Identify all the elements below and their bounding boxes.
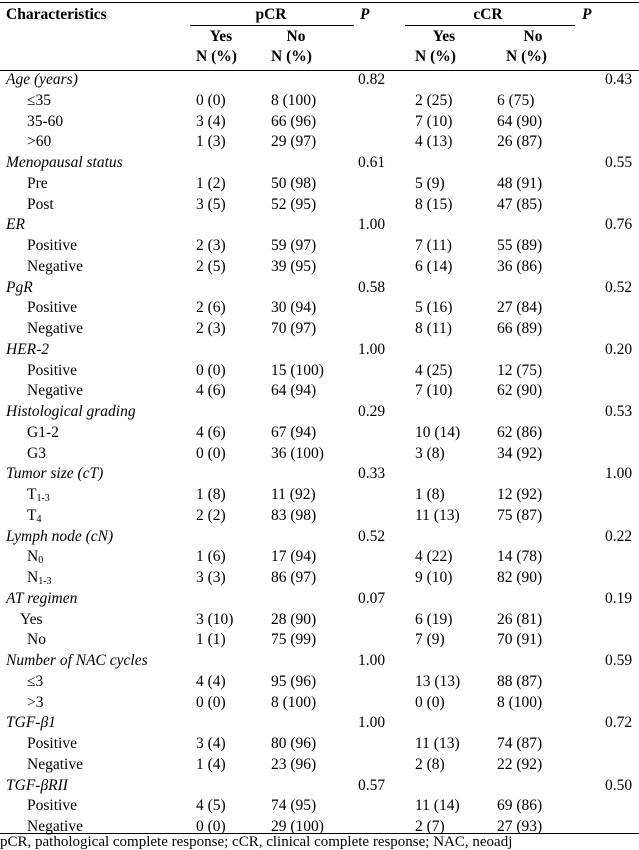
- pcr-yes-cell: 2 (5): [196, 257, 226, 275]
- row-label: Positive: [27, 797, 77, 815]
- pcr-p-value: 0.57: [358, 776, 386, 794]
- row-label: G3: [27, 444, 46, 462]
- group-label: HER-2: [6, 340, 50, 358]
- header-ccr: cCR: [473, 6, 503, 23]
- ccr-p-value: 0.19: [605, 589, 633, 607]
- pcr-yes-cell: 0 (0): [196, 444, 226, 462]
- ccr-yes-cell: 7 (10): [415, 112, 453, 130]
- ccr-p-value: 0.76: [605, 216, 633, 234]
- ccr-yes-cell: 8 (11): [415, 320, 452, 337]
- ccr-yes-cell: 1 (8): [415, 486, 445, 503]
- pcr-yes-cell: 4 (4): [196, 672, 226, 690]
- group-label: PgR: [6, 278, 33, 296]
- ccr-no-cell: 22 (92): [497, 755, 543, 773]
- pcr-p-value: 0.58: [358, 278, 386, 296]
- group-row: [0, 153, 639, 174]
- pcr-yes-cell: 2 (3): [196, 237, 226, 254]
- table-row: [0, 672, 639, 693]
- ccr-yes-cell: 4 (25): [415, 361, 453, 379]
- group-row: [0, 70, 639, 91]
- pcr-yes-cell: 3 (10): [196, 610, 234, 628]
- ccr-yes-cell: 5 (16): [415, 299, 453, 317]
- group-label: Lymph node (cN): [6, 527, 114, 545]
- ccr-no-cell: 12 (92): [497, 486, 543, 503]
- ccr-p-value: 1.00: [605, 465, 633, 483]
- header-pcr-yes-n: N (%): [196, 48, 237, 65]
- ccr-yes-cell: 4 (13): [415, 133, 453, 151]
- pcr-no-cell: 11 (92): [271, 486, 316, 503]
- ccr-yes-cell: 6 (14): [415, 257, 453, 275]
- row-label-subscript: 0: [38, 555, 44, 567]
- pcr-yes-cell: 1 (1): [196, 631, 226, 649]
- row-label: ≤3: [27, 672, 44, 690]
- pcr-p-value: 0.29: [358, 403, 386, 420]
- row-label-subscript: 1-3: [36, 493, 50, 504]
- ccr-no-cell: 70 (91): [497, 631, 543, 649]
- row-label: $N_0$: [27, 548, 44, 567]
- pcr-no-cell: 39 (95): [271, 257, 317, 275]
- table-row: [0, 319, 639, 340]
- pcr-no-cell: 64 (94): [271, 382, 317, 400]
- pcr-yes-cell: 0 (0): [196, 818, 226, 835]
- group-row: [0, 776, 639, 797]
- row-label: 35-60: [27, 112, 64, 130]
- ccr-no-cell: 62 (90): [497, 382, 543, 400]
- row-label: $T_4$: [27, 506, 42, 525]
- group-label: TGF-βRII: [6, 776, 68, 794]
- table-row: [0, 630, 639, 651]
- pcr-no-cell: 15 (100): [271, 361, 324, 379]
- ccr-yes-cell: 11 (13): [415, 735, 460, 752]
- header-ccr-yes: Yes: [432, 28, 456, 45]
- pcr-yes-cell: 1 (4): [196, 755, 226, 773]
- ccr-no-cell: 6 (75): [497, 91, 535, 109]
- table-row: [0, 91, 639, 112]
- pcr-yes-cell: 2 (3): [196, 320, 226, 337]
- pcr-p-value: 0.33: [358, 465, 386, 483]
- table-row: [0, 734, 639, 755]
- ccr-yes-cell: 3 (8): [415, 444, 445, 462]
- pcr-yes-cell: 1 (6): [196, 548, 226, 566]
- header-pcr: pCR: [255, 6, 287, 23]
- table-row: [0, 568, 639, 589]
- pcr-p-value: 0.61: [358, 154, 386, 171]
- table-row: [0, 361, 639, 382]
- row-label: Yes: [20, 610, 43, 628]
- ccr-no-cell: 47 (85): [497, 195, 543, 213]
- ccr-yes-cell: 5 (9): [415, 174, 445, 192]
- pcr-yes-cell: 3 (3): [196, 569, 226, 586]
- table-row: [0, 298, 639, 319]
- group-row: [0, 713, 639, 734]
- ccr-no-cell: 48 (91): [497, 174, 543, 192]
- pcr-no-cell: 66 (96): [271, 112, 317, 130]
- ccr-p-value: 0.52: [605, 278, 633, 296]
- ccr-span-rule: [405, 25, 575, 26]
- ccr-no-cell: 14 (78): [497, 548, 543, 566]
- group-label: Tumor size (cT): [6, 465, 104, 483]
- header-pcr-no: No: [286, 28, 306, 45]
- ccr-yes-cell: 11 (13): [415, 506, 460, 524]
- row-label: $N_{1-3}$: [27, 569, 52, 587]
- ccr-yes-cell: 0 (0): [415, 693, 445, 711]
- table-row: [0, 693, 639, 714]
- row-label: Positive: [27, 361, 77, 379]
- ccr-yes-cell: 11 (14): [415, 797, 460, 815]
- pcr-no-cell: 83 (98): [271, 506, 317, 524]
- pcr-no-cell: 8 (100): [271, 91, 317, 109]
- group-row: [0, 527, 639, 548]
- ccr-no-cell: 8 (100): [497, 693, 543, 711]
- ccr-no-cell: 75 (87): [497, 506, 543, 524]
- pcr-yes-cell: 3 (5): [196, 195, 226, 213]
- row-label: Positive: [27, 237, 77, 254]
- ccr-p-value: 0.55: [605, 154, 633, 171]
- pcr-no-cell: 80 (96): [271, 735, 317, 752]
- ccr-no-cell: 62 (86): [497, 423, 543, 441]
- table-row: [0, 132, 639, 153]
- pcr-yes-cell: 1 (2): [196, 174, 226, 192]
- table-row: [0, 195, 639, 216]
- ccr-yes-cell: 2 (25): [415, 91, 453, 109]
- group-row: [0, 340, 639, 361]
- pcr-no-cell: 23 (96): [271, 755, 317, 773]
- table-row: [0, 112, 639, 133]
- group-row: [0, 589, 639, 610]
- pcr-no-cell: 67 (94): [271, 423, 317, 441]
- pcr-yes-cell: 0 (0): [196, 361, 226, 379]
- ccr-yes-cell: 6 (19): [415, 610, 453, 628]
- pcr-no-cell: 17 (94): [271, 548, 317, 566]
- header-characteristics: Characteristics: [6, 6, 107, 23]
- ccr-p-value: 0.59: [605, 652, 633, 669]
- group-label: AT regimen: [6, 589, 78, 607]
- row-label-subscript: 1-3: [38, 576, 52, 587]
- ccr-no-cell: 82 (90): [497, 569, 543, 586]
- ccr-p-value: 0.22: [605, 527, 633, 545]
- ccr-no-cell: 36 (86): [497, 257, 543, 275]
- pcr-yes-cell: 2 (6): [196, 299, 226, 317]
- header-pcr-yes: Yes: [209, 28, 233, 45]
- pcr-no-cell: 86 (97): [271, 569, 317, 586]
- row-label: $T_{1-3}$: [27, 486, 50, 504]
- group-label: Histological grading: [6, 403, 136, 420]
- group-row: [0, 278, 639, 299]
- ccr-p-value: 0.20: [605, 340, 633, 358]
- pcr-no-cell: 95 (96): [271, 672, 317, 690]
- ccr-p-value: 0.53: [605, 403, 633, 420]
- ccr-no-cell: 27 (84): [497, 299, 543, 317]
- ccr-yes-cell: 2 (8): [415, 755, 445, 773]
- group-row: [0, 651, 639, 672]
- ccr-yes-cell: 9 (10): [415, 569, 453, 586]
- group-label: Age (years): [6, 71, 78, 88]
- pcr-yes-cell: 1 (3): [196, 133, 226, 151]
- pcr-span-rule: [190, 25, 354, 26]
- group-label: Menopausal status: [6, 154, 123, 171]
- table-row: [0, 755, 639, 776]
- header-ccr-no: No: [523, 28, 543, 45]
- row-label: Negative: [27, 818, 83, 835]
- ccr-yes-cell: 10 (14): [415, 423, 461, 441]
- header-p1: P: [360, 6, 370, 23]
- row-label: Negative: [27, 320, 83, 337]
- ccr-yes-cell: 2 (7): [415, 818, 445, 835]
- table-row: [0, 381, 639, 402]
- row-label: No: [27, 631, 46, 649]
- pcr-yes-cell: 4 (5): [196, 797, 226, 815]
- row-label: Positive: [27, 735, 77, 752]
- row-label: Negative: [27, 382, 83, 400]
- group-label: ER: [6, 216, 25, 234]
- pcr-yes-cell: 4 (6): [196, 382, 226, 400]
- pcr-yes-cell: 2 (2): [196, 506, 226, 524]
- pcr-yes-cell: 3 (4): [196, 735, 226, 752]
- ccr-p-value: 0.72: [605, 714, 633, 732]
- ccr-no-cell: 26 (81): [497, 610, 543, 628]
- table-row: [0, 257, 639, 278]
- table-top-rule: [0, 2, 639, 3]
- row-label: Negative: [27, 755, 83, 773]
- pcr-yes-cell: 0 (0): [196, 91, 226, 109]
- table-row: [0, 444, 639, 465]
- pcr-no-cell: 8 (100): [271, 693, 317, 711]
- ccr-yes-cell: 8 (15): [415, 195, 453, 213]
- group-row: [0, 215, 639, 236]
- pcr-no-cell: 30 (94): [271, 299, 317, 317]
- pcr-no-cell: 70 (97): [271, 320, 317, 337]
- ccr-no-cell: 74 (87): [497, 735, 543, 752]
- pcr-yes-cell: 0 (0): [196, 693, 226, 711]
- group-row: [0, 402, 639, 423]
- ccr-no-cell: 66 (89): [497, 320, 543, 337]
- pcr-p-value: 0.82: [358, 71, 386, 88]
- ccr-no-cell: 12 (75): [497, 361, 543, 379]
- pcr-p-value: 1.00: [358, 340, 386, 358]
- row-label: Pre: [27, 174, 48, 192]
- ccr-yes-cell: 7 (11): [415, 237, 452, 254]
- ccr-yes-cell: 4 (22): [415, 548, 453, 566]
- header-p2: P: [582, 6, 592, 23]
- pcr-no-cell: 52 (95): [271, 195, 317, 213]
- row-label: >60: [27, 133, 52, 151]
- row-label: ≤35: [27, 91, 52, 109]
- table-row: [0, 610, 639, 631]
- pcr-no-cell: 28 (90): [271, 610, 317, 628]
- ccr-no-cell: 27 (93): [497, 818, 543, 835]
- ccr-yes-cell: 7 (9): [415, 631, 445, 649]
- pcr-yes-cell: 4 (6): [196, 423, 226, 441]
- pcr-yes-cell: 3 (4): [196, 112, 226, 130]
- pcr-p-value: 0.52: [358, 527, 386, 545]
- table-row: [0, 506, 639, 527]
- header-ccr-no-n: N (%): [506, 48, 547, 65]
- ccr-no-cell: 69 (86): [497, 797, 543, 815]
- pcr-no-cell: 74 (95): [271, 797, 317, 815]
- ccr-p-value: 0.43: [605, 71, 633, 88]
- group-label: Number of NAC cycles: [6, 652, 148, 669]
- pcr-yes-cell: 1 (8): [196, 486, 226, 503]
- table-row: [0, 796, 639, 817]
- row-label: Negative: [27, 257, 83, 275]
- table-row: [0, 547, 639, 568]
- pcr-p-value: 0.07: [358, 589, 386, 607]
- ccr-no-cell: 64 (90): [497, 112, 543, 130]
- ccr-yes-cell: 7 (10): [415, 382, 453, 400]
- table-row: [0, 174, 639, 195]
- table-row: [0, 236, 639, 257]
- header-pcr-no-n: N (%): [271, 48, 312, 65]
- group-row: [0, 464, 639, 485]
- row-label: Positive: [27, 299, 77, 317]
- pcr-p-value: 1.00: [358, 714, 386, 732]
- table-row: [0, 423, 639, 444]
- ccr-no-cell: 26 (87): [497, 133, 543, 151]
- header-ccr-yes-n: N (%): [415, 48, 456, 65]
- row-label: Post: [27, 195, 54, 213]
- ccr-yes-cell: 13 (13): [415, 672, 461, 690]
- row-label-subscript: 4: [36, 513, 42, 525]
- pcr-p-value: 1.00: [358, 216, 386, 234]
- pcr-no-cell: 75 (99): [271, 631, 317, 649]
- group-label: TGF-β1: [6, 714, 56, 732]
- pcr-p-value: 1.00: [358, 652, 386, 669]
- ccr-no-cell: 88 (87): [497, 672, 543, 690]
- row-label: G1-2: [27, 423, 59, 441]
- ccr-no-cell: 55 (89): [497, 237, 543, 254]
- pcr-no-cell: 50 (98): [271, 174, 317, 192]
- pcr-no-cell: 29 (100): [271, 818, 324, 835]
- ccr-p-value: 0.50: [605, 776, 633, 794]
- pcr-no-cell: 36 (100): [271, 444, 324, 462]
- row-label: >3: [27, 693, 44, 711]
- table-footnote: pCR, pathological complete response; cCR, clinical complete response; NAC, neoadj: [0, 834, 513, 850]
- pcr-no-cell: 29 (97): [271, 133, 317, 151]
- pcr-no-cell: 59 (97): [271, 237, 317, 254]
- ccr-no-cell: 34 (92): [497, 444, 543, 462]
- table-row: [0, 485, 639, 506]
